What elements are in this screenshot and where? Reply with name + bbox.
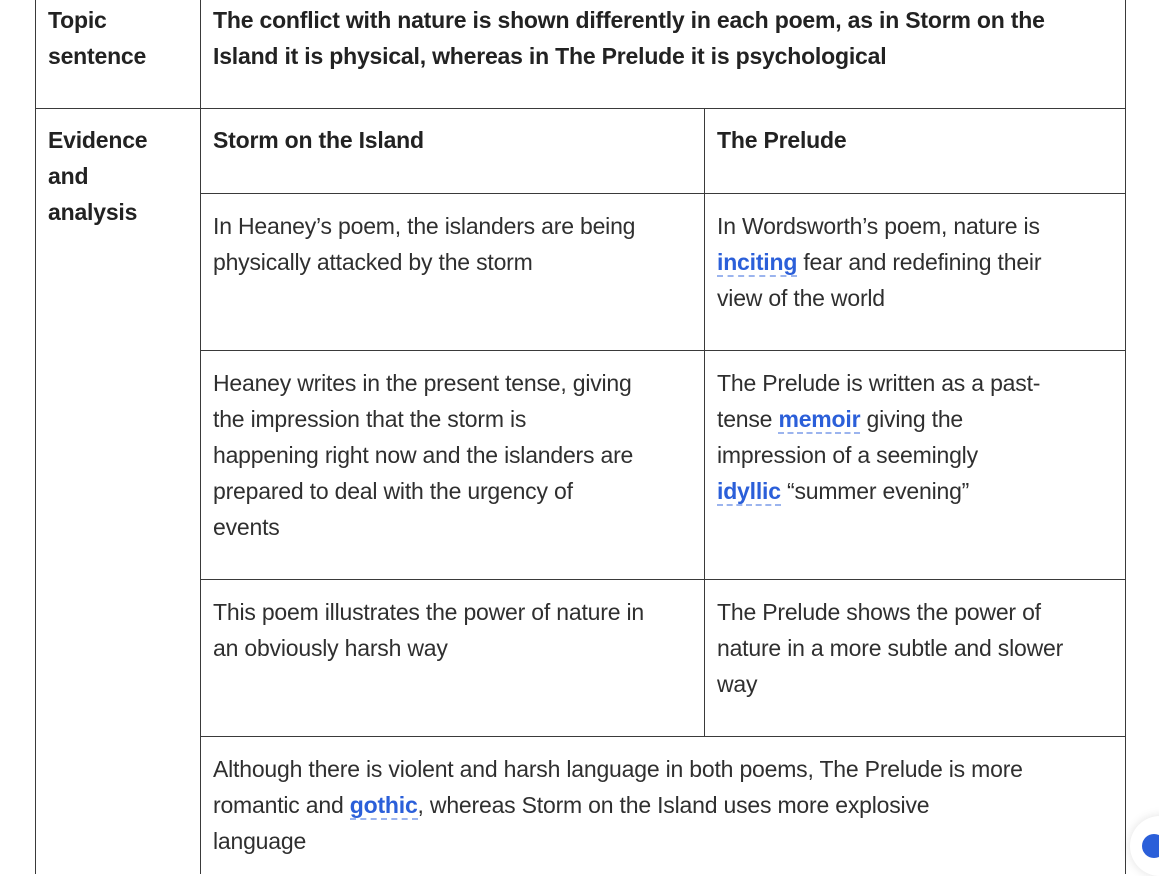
row2-prelude-cell — [717, 365, 1040, 509]
evidence-label: Evidence and analysis — [48, 127, 148, 225]
header-storm-on-the-island: Storm on the Island — [213, 127, 424, 153]
floating-chat-button[interactable] — [1130, 816, 1159, 876]
row3-bottom-border — [200, 736, 1126, 737]
topic-row-bottom-border — [35, 108, 1126, 109]
row2-prelude-text-before: The Prelude is written as a past- tense — [717, 370, 1041, 432]
row2-storm-cell: Heaney writes in the present tense, giving the impression that the storm is happening right now and the islanders are prepared to deal with the urgency of events — [213, 370, 634, 540]
table-left-border — [35, 0, 36, 874]
topic-sentence: The conflict with nature is shown differently in each poem, as in Storm on the Island it is physical, whereas in The Prelude it is psychological — [213, 7, 1045, 69]
summary-cell — [213, 751, 1023, 859]
header-row-bottom-border — [200, 193, 1126, 194]
row1-prelude-text-after: fear and redefining their view of the world — [717, 249, 1042, 311]
row1-prelude-cell — [717, 208, 1041, 316]
topic-label: Topic sentence — [48, 7, 147, 69]
table-right-border — [1125, 0, 1126, 874]
chat-icon — [1142, 834, 1159, 858]
glossary-link-idyllic[interactable]: idyllic — [717, 478, 781, 504]
summary-text-before: Although there is violent and harsh language in both poems, The Prelude is more romantic and — [213, 756, 1023, 818]
row1-bottom-border — [200, 350, 1126, 351]
row2-prelude-text-after: “summer evening” — [780, 478, 970, 504]
row1-prelude-text-before: In Wordsworth’s poem, nature is — [717, 213, 1040, 239]
row2-bottom-border — [200, 579, 1126, 580]
row1-storm-cell: In Heaney’s poem, the islanders are being physically attacked by the storm — [213, 213, 636, 275]
glossary-link-memoir[interactable]: memoir — [778, 406, 861, 432]
row2-prelude-text-mid: giving the impression of a seemingly — [717, 406, 978, 468]
label-column-divider — [200, 0, 201, 874]
header-the-prelude: The Prelude — [717, 127, 847, 153]
summary-text-after: , whereas Storm on the Island uses more explosive language — [213, 792, 930, 854]
glossary-link-gothic[interactable]: gothic — [349, 792, 418, 818]
row3-storm-cell: This poem illustrates the power of nature in an obviously harsh way — [213, 599, 644, 661]
row3-prelude-cell: The Prelude shows the power of nature in a more subtle and slower way — [717, 599, 1064, 697]
poem-column-divider — [704, 108, 705, 737]
glossary-link-inciting[interactable]: inciting — [717, 249, 798, 275]
